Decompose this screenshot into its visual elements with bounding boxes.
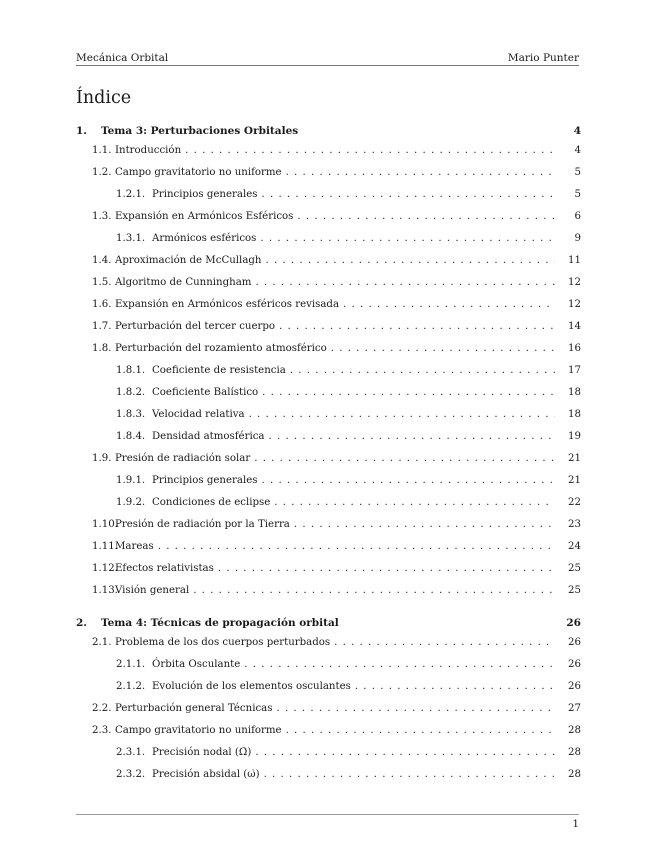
toc-section-entry[interactable]: [76, 210, 581, 232]
toc-entry-page: 14: [568, 321, 581, 332]
toc-section-entry[interactable]: [76, 540, 581, 562]
toc-subsection-entry[interactable]: [76, 232, 581, 254]
toc-section-entry[interactable]: [76, 702, 581, 724]
toc-chapter-entry[interactable]: [76, 124, 581, 144]
toc-entry-title: Perturbación del rozamiento atmosférico: [115, 343, 327, 354]
toc-entry-number: 1.2.: [92, 167, 112, 178]
toc-leader-dots: [262, 474, 556, 488]
toc-leader-dots: [193, 584, 555, 598]
toc-entry-number: 2.3.2.: [116, 769, 146, 780]
toc-section-entry[interactable]: [76, 144, 581, 166]
toc-entry-title: Expansión en Armónicos esféricos revisada: [115, 299, 340, 310]
header-left: Mecánica Orbital: [76, 52, 169, 64]
toc-entry-number: 1.10.: [92, 519, 118, 530]
toc-title: Índice: [76, 88, 132, 108]
toc-entry-title: Expansión en Armónicos Esféricos: [115, 211, 294, 222]
toc-leader-dots: [297, 210, 555, 224]
toc-entry-title: Principios generales: [152, 189, 258, 200]
toc-subsection-entry[interactable]: [76, 364, 581, 386]
toc-leader-dots: [331, 342, 555, 356]
toc-entry-number: 2.1.: [92, 637, 112, 648]
toc-entry-number: 1.9.2.: [116, 497, 146, 508]
toc-subsection-entry[interactable]: [76, 386, 581, 408]
toc-leader-dots: [262, 188, 556, 202]
toc-section-entry[interactable]: [76, 452, 581, 474]
toc-entry-number: 1.5.: [92, 277, 112, 288]
toc-leader-dots: [244, 658, 555, 672]
toc-entry-number: 2.: [76, 617, 87, 629]
toc-leader-dots: [255, 276, 555, 290]
toc-entry-title: Armónicos esféricos: [152, 233, 257, 244]
toc-entry-title: Precisión absidal (ω̇): [152, 769, 260, 780]
toc-entry-page: 21: [568, 453, 581, 464]
toc-section-entry[interactable]: [76, 584, 581, 606]
toc-entry-title: Visión general: [115, 585, 190, 596]
toc-leader-dots: [355, 680, 555, 694]
toc-leader-dots: [185, 144, 555, 158]
toc-entry-title: Presión de radiación por la Tierra: [115, 519, 290, 530]
toc-entry-page: 16: [568, 343, 581, 354]
toc-entry-title: Condiciones de eclipse: [152, 497, 271, 508]
toc-leader-dots: [249, 408, 555, 422]
toc-entry-number: 1.1.: [92, 145, 112, 156]
toc-entry-number: 2.1.2.: [116, 681, 146, 692]
toc-entry-number: 1.8.1.: [116, 365, 146, 376]
toc-entry-page: 23: [568, 519, 581, 530]
toc-leader-dots: [265, 254, 555, 268]
toc-entry-page: 17: [568, 365, 581, 376]
toc-leader-dots: [334, 636, 555, 650]
toc-subsection-entry[interactable]: [76, 474, 581, 496]
toc-subsection-entry[interactable]: [76, 188, 581, 210]
toc-subsection-entry[interactable]: [76, 746, 581, 768]
toc-entry-title: Coeficiente de resistencia: [152, 365, 286, 376]
toc-leader-dots: [269, 430, 556, 444]
toc-entry-page: 26: [566, 617, 581, 629]
toc-entry-title: Aproximación de McCullagh: [115, 255, 262, 266]
toc-leader-dots: [286, 724, 555, 738]
toc-section-entry[interactable]: [76, 276, 581, 298]
toc-entry-page: 28: [568, 725, 581, 736]
toc-entry-page: 28: [568, 769, 581, 780]
toc-leader-dots: [276, 702, 555, 716]
toc-entry-page: 5: [574, 189, 581, 200]
toc-entry-number: 1.11.: [92, 541, 118, 552]
toc-leader-dots: [255, 746, 555, 760]
page-number: 1: [572, 818, 579, 830]
toc-subsection-entry[interactable]: [76, 768, 581, 790]
toc-entry-number: 1.12.: [92, 563, 118, 574]
toc-entry-page: 6: [574, 211, 581, 222]
footer-rule: [76, 814, 579, 815]
toc-entry-title: Algoritmo de Cunningham: [115, 277, 252, 288]
toc-entry-number: 1.8.2.: [116, 387, 146, 398]
toc-section-entry[interactable]: [76, 166, 581, 188]
toc-entry-number: 1.8.3.: [116, 409, 146, 420]
toc-entry-title: Campo gravitatorio no uniforme: [115, 167, 282, 178]
toc-entry-title: Perturbación del tercer cuerpo: [115, 321, 276, 332]
toc-leader-dots: [343, 298, 555, 312]
toc-subsection-entry[interactable]: [76, 408, 581, 430]
toc-entry-page: 4: [574, 145, 581, 156]
toc-section-entry[interactable]: [76, 562, 581, 584]
toc-leader-dots: [158, 540, 555, 554]
toc-leader-dots: [218, 562, 555, 576]
header-rule: [76, 65, 579, 66]
toc-entry-title: Órbita Osculante: [152, 659, 241, 670]
toc-entry-title: Problema de los dos cuerpos perturbados: [115, 637, 331, 648]
toc-entry-title: Campo gravitatorio no uniforme: [115, 725, 282, 736]
toc-entry-page: 28: [568, 747, 581, 758]
toc-entry-title: Introducción: [115, 145, 182, 156]
toc-entry-page: 21: [568, 475, 581, 486]
toc-entry-number: 2.3.: [92, 725, 112, 736]
toc-entry-title: Perturbación general Técnicas: [115, 703, 273, 714]
toc-entry-title: Principios generales: [152, 475, 258, 486]
toc-section-entry[interactable]: [76, 724, 581, 746]
toc-entry-number: 1.13.: [92, 585, 118, 596]
toc-leader-dots: [290, 364, 555, 378]
toc-entry-number: 2.3.1.: [116, 747, 146, 758]
toc-entry-number: 1.6.: [92, 299, 112, 310]
toc-entry-title: Densidad atmosférica: [152, 431, 265, 442]
toc-entry-number: 1.7.: [92, 321, 112, 332]
toc-entry-page: 27: [568, 703, 581, 714]
toc-entry-title: Presión de radiación solar: [115, 453, 251, 464]
toc-entry-number: 2.2.: [92, 703, 112, 714]
toc-subsection-entry[interactable]: [76, 658, 581, 680]
toc-subsection-entry[interactable]: [76, 496, 581, 518]
toc-entry-page: 12: [568, 299, 581, 310]
toc-entry-page: 26: [568, 637, 581, 648]
toc-entry-number: 1.3.1.: [116, 233, 146, 244]
toc-entry-number: 1.8.4.: [116, 431, 146, 442]
toc-entry-page: 18: [568, 409, 581, 420]
toc-section-entry[interactable]: [76, 254, 581, 276]
toc-leader-dots: [254, 452, 555, 466]
toc-section-entry[interactable]: [76, 342, 581, 364]
toc-entry-title: Precisión nodal (Ω̇): [152, 747, 252, 758]
toc-entry-number: 1.2.1.: [116, 189, 146, 200]
toc-leader-dots: [262, 386, 555, 400]
toc-entry-page: 26: [568, 659, 581, 670]
toc-entry-page: 18: [568, 387, 581, 398]
toc-section-entry[interactable]: [76, 298, 581, 320]
toc-entry-title: Velocidad relativa: [152, 409, 245, 420]
toc-section-entry[interactable]: [76, 636, 581, 658]
table-of-contents: [76, 124, 581, 790]
toc-entry-number: 1.3.: [92, 211, 112, 222]
toc-entry-page: 11: [568, 255, 581, 266]
toc-chapter-entry[interactable]: [76, 616, 581, 636]
toc-entry-title: Tema 3: Perturbaciones Orbitales: [100, 125, 299, 137]
toc-entry-title: Tema 4: Técnicas de propagación orbital: [100, 617, 339, 629]
toc-section-entry[interactable]: [76, 320, 581, 342]
toc-entry-number: 1.: [76, 125, 87, 137]
toc-entry-number: 1.9.: [92, 453, 112, 464]
toc-entry-page: 5: [574, 167, 581, 178]
toc-leader-dots: [260, 232, 555, 246]
toc-entry-page: 12: [568, 277, 581, 288]
toc-subsection-entry[interactable]: [76, 430, 581, 452]
toc-section-entry[interactable]: [76, 518, 581, 540]
toc-entry-title: Mareas: [115, 541, 154, 552]
toc-entry-title: Efectos relativistas: [115, 563, 214, 574]
toc-entry-page: 24: [568, 541, 581, 552]
toc-subsection-entry[interactable]: [76, 680, 581, 702]
toc-leader-dots: [286, 166, 555, 180]
toc-entry-page: 9: [574, 233, 581, 244]
toc-entry-page: 22: [568, 497, 581, 508]
toc-entry-page: 19: [568, 431, 581, 442]
header-right: Mario Punter: [507, 52, 579, 64]
toc-leader-dots: [274, 496, 555, 510]
toc-entry-page: 26: [568, 681, 581, 692]
toc-entry-number: 2.1.1.: [116, 659, 146, 670]
toc-entry-number: 1.8.: [92, 343, 112, 354]
toc-entry-number: 1.9.1.: [116, 475, 146, 486]
toc-leader-dots: [294, 518, 555, 532]
page-header: [76, 51, 579, 65]
toc-leader-dots: [264, 768, 555, 782]
toc-leader-dots: [279, 320, 555, 334]
toc-entry-page: 4: [573, 125, 581, 137]
toc-entry-title: Coeficiente Balístico: [152, 387, 259, 398]
toc-entry-page: 25: [568, 563, 581, 574]
toc-entry-number: 1.4.: [92, 255, 112, 266]
toc-entry-title: Evolución de los elementos osculantes: [152, 681, 351, 692]
toc-entry-page: 25: [568, 585, 581, 596]
